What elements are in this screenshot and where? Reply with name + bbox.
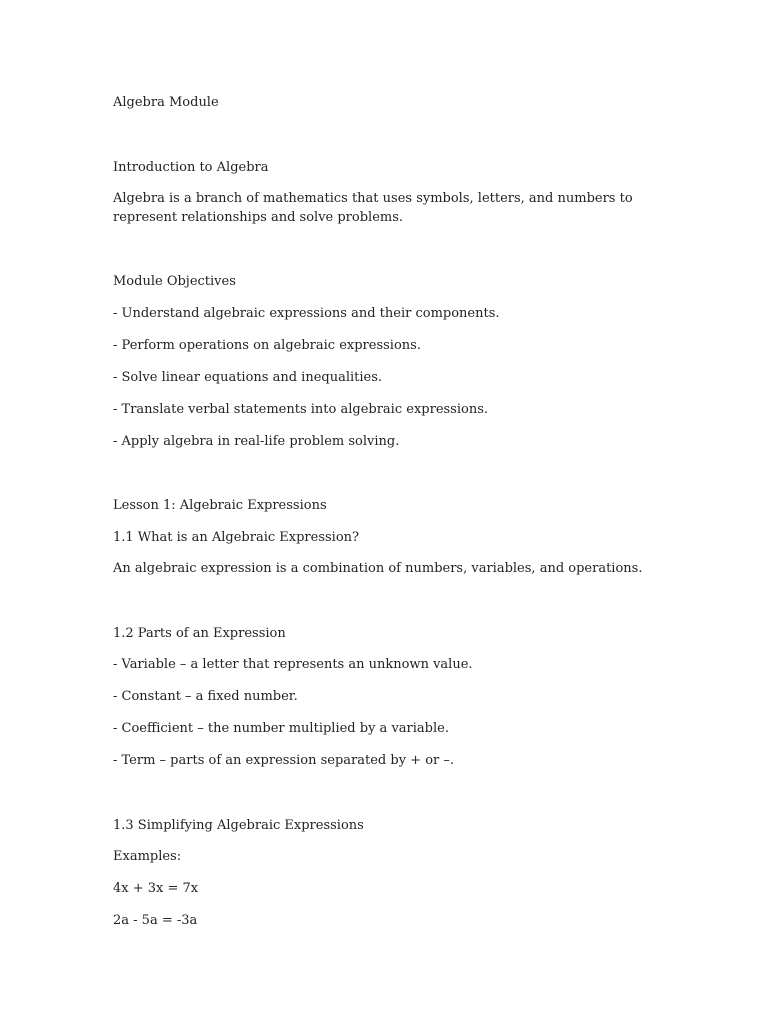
expression-part-item: - Term – parts of an expression separated by + or –. [113,753,455,768]
expression-part-item: - Constant – a fixed number. [113,689,298,704]
example-item: 4x + 3x = 7x [113,881,199,896]
objective-item: - Translate verbal statements into algebraic expressions. [113,401,489,417]
lesson1-sub3-heading: 1.3 Simplifying Algebraic Expressions [113,817,364,833]
objectives-heading: Module Objectives [113,274,236,289]
lesson1-sub1-heading: 1.1 What is an Algebraic Expression? [113,529,360,545]
intro-paragraph: Algebra is a branch of mathematics that uses symbols, letters, and numbers to represent relationships and solve problems. [113,191,633,225]
objective-item: - Perform operations on algebraic expressions. [113,337,421,353]
objective-item: - Understand algebraic expressions and their components. [113,305,500,321]
expression-part-item: - Coefficient – the number multiplied by a variable. [113,721,449,736]
lesson1-sub1-paragraph: An algebraic expression is a combination of numbers, variables, and operations. [113,561,643,576]
document-page [113,94,653,944]
objective-item: - Apply algebra in real-life problem solving. [113,433,400,449]
lesson1-heading: Lesson 1: Algebraic Expressions [113,498,327,513]
intro-heading: Introduction to Algebra [113,159,269,175]
expression-part-item: - Variable – a letter that represents an unknown value. [113,657,473,672]
objective-item: - Solve linear equations and inequalities. [113,369,383,385]
document-title: Algebra Module [113,95,219,110]
lesson1-sub2-heading: 1.2 Parts of an Expression [113,625,286,641]
examples-label: Examples: [113,849,182,864]
example-item: 2a - 5a = -3a [113,913,198,928]
